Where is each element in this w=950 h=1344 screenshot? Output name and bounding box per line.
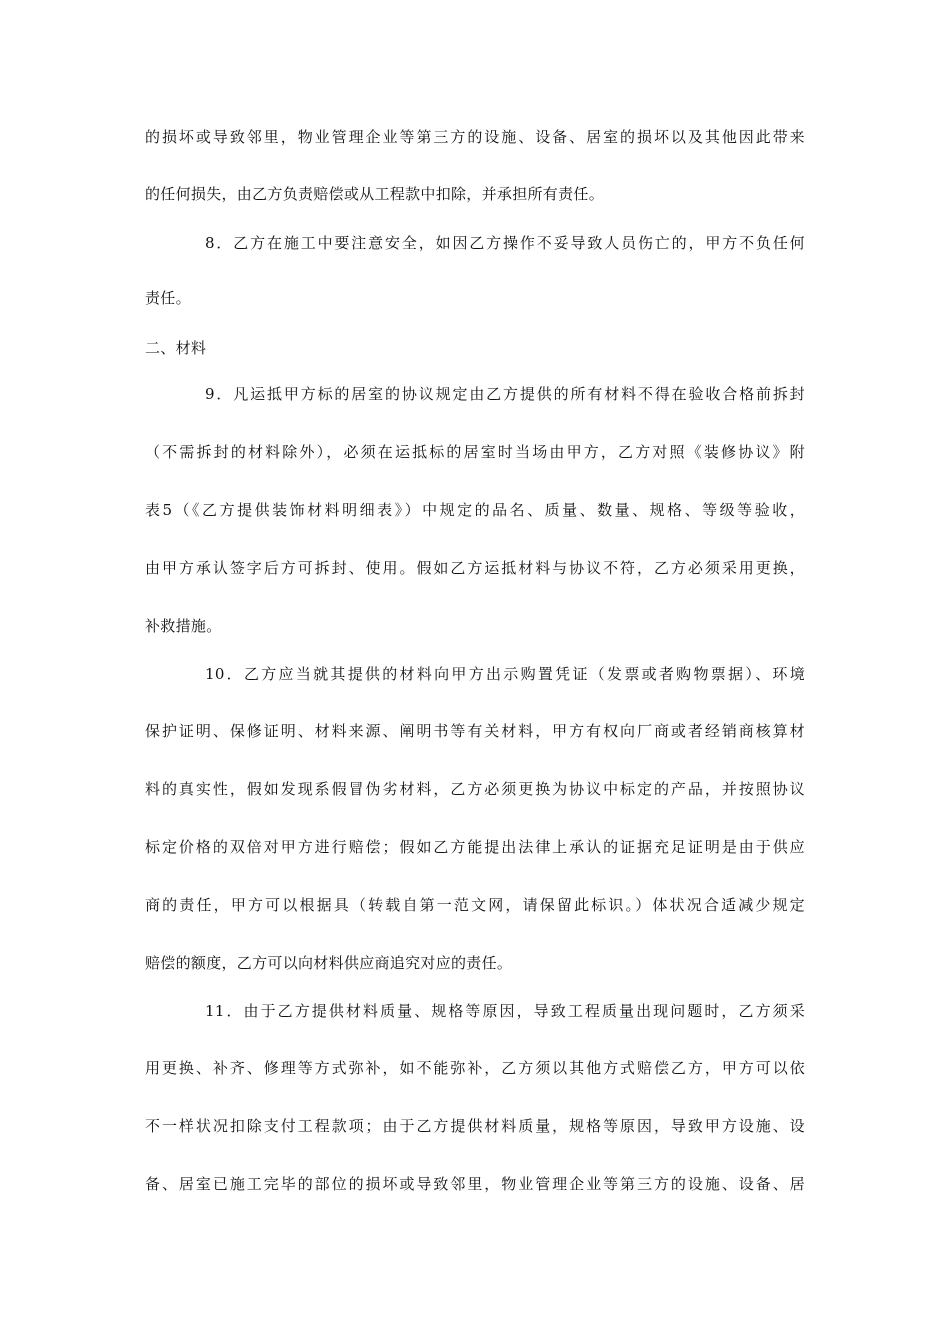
text-line-9: 由甲方承认签字后方可拆封、使用。假如乙方运抵材料与协议不符，乙方必须采用更换， — [145, 559, 805, 577]
text-line-12: 保护证明、保修证明、材料来源、阐明书等有关材料，甲方有权向厂商或者经销商核算材 — [145, 722, 805, 740]
text-line-10: 补救措施。 — [145, 617, 222, 635]
section-heading-materials: 二、材料 — [145, 339, 207, 357]
text-line-8: 表5（《乙方提供装饰材料明细表》）中规定的品名、质量、数量、规格、等级等验收， — [145, 501, 805, 519]
text-line-4: 责任。 — [145, 289, 191, 307]
text-line-2: 的任何损失，由乙方负责赔偿或从工程款中扣除，并承担所有责任。 — [145, 185, 605, 203]
text-line-3: 8．乙方在施工中要注意安全，如因乙方操作不妥导致人员伤亡的，甲方不负任何 — [205, 234, 805, 252]
text-line-19: 不一样状况扣除支付工程款项；由于乙方提供材料质量，规格等原因，导致甲方设施、设 — [145, 1117, 805, 1135]
text-line-18: 用更换、补齐、修理等方式弥补，如不能弥补，乙方须以其他方式赔偿乙方，甲方可以依 — [145, 1059, 805, 1077]
text-line-17: 11．由于乙方提供材料质量、规格等原因，导致工程质量出现问题时，乙方须采 — [205, 1002, 805, 1020]
text-line-1: 的损坏或导致邻里，物业管理企业等第三方的设施、设备、居室的损坏以及其他因此带来 — [145, 128, 805, 146]
text-line-13: 料的真实性，假如发现系假冒伪劣材料，乙方必须更换为协议中标定的产品，并按照协议 — [145, 780, 805, 798]
text-line-7: （不需拆封的材料除外），必须在运抵标的居室时当场由甲方，乙方对照《装修协议》附 — [145, 443, 805, 461]
text-line-14: 标定价格的双倍对甲方进行赔偿；假如乙方能提出法律上承认的证据充足证明是由于供应 — [145, 838, 805, 856]
text-line-11: 10．乙方应当就其提供的材料向甲方出示购置凭证（发票或者购物票据）、环境 — [205, 665, 805, 683]
text-line-15: 商的责任，甲方可以根据具（转载自第一范文网，请保留此标识。）体状况合适减少规定 — [145, 896, 805, 914]
text-line-16: 赔偿的额度，乙方可以向材料供应商追究对应的责任。 — [145, 954, 513, 972]
text-line-20: 备、居室已施工完毕的部位的损坏或导致邻里，物业管理企业等第三方的设施、设备、居 — [145, 1175, 805, 1193]
text-line-6: 9．凡运抵甲方标的居室的协议规定由乙方提供的所有材料不得在验收合格前拆封 — [205, 385, 805, 403]
